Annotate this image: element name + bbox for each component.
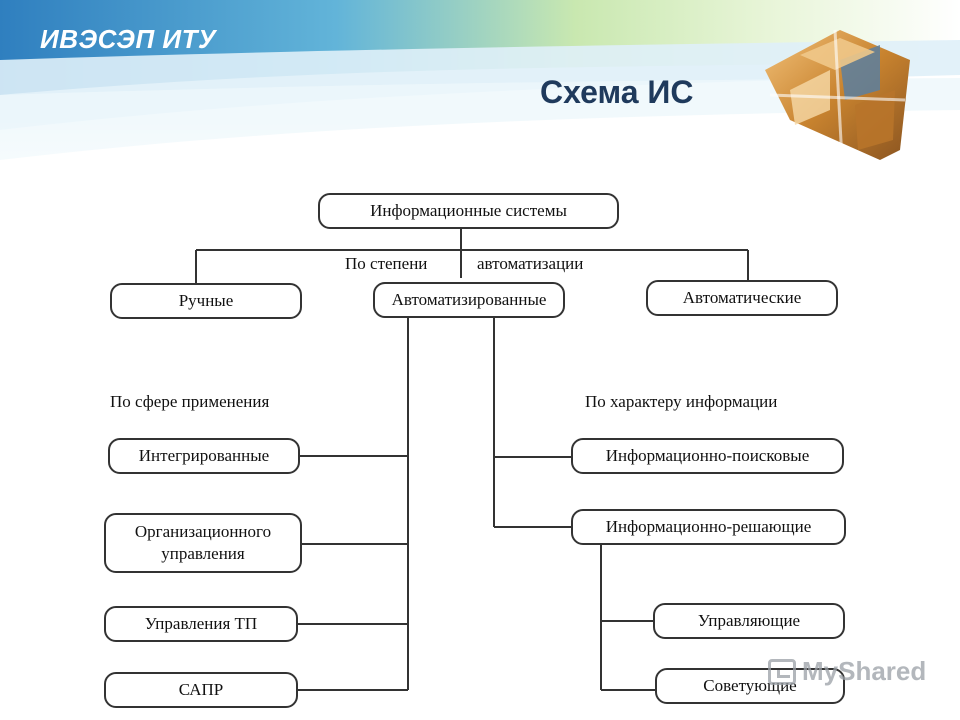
node-advisory: Советующие <box>655 668 845 704</box>
node-org-management: Организационного управления <box>104 513 302 573</box>
node-info-search: Информационно-поисковые <box>571 438 844 474</box>
label-by-degree: По степени <box>345 254 428 273</box>
node-info-decision: Информационно-решающие <box>571 509 846 545</box>
watermark <box>768 656 926 687</box>
node-automated: Автоматизированные <box>373 282 565 318</box>
node-sapr: САПР <box>104 672 298 708</box>
node-manual: Ручные <box>110 283 302 319</box>
watermark-text: MyShared <box>802 656 927 686</box>
node-integrated: Интегрированные <box>108 438 300 474</box>
node-tp-management: Управления ТП <box>104 606 298 642</box>
label-by-sphere: По сфере применения <box>110 392 270 411</box>
slide-title: Схема ИС <box>540 74 694 110</box>
node-information-systems: Информационные системы <box>318 193 619 229</box>
node-automatic: Автоматические <box>646 280 838 316</box>
node-control: Управляющие <box>653 603 845 639</box>
label-automation: автоматизации <box>477 254 584 273</box>
label-by-character: По характеру информации <box>585 392 778 411</box>
organization-name: ИВЭСЭП ИТУ <box>40 24 217 54</box>
myshared-logo-icon <box>768 659 796 685</box>
